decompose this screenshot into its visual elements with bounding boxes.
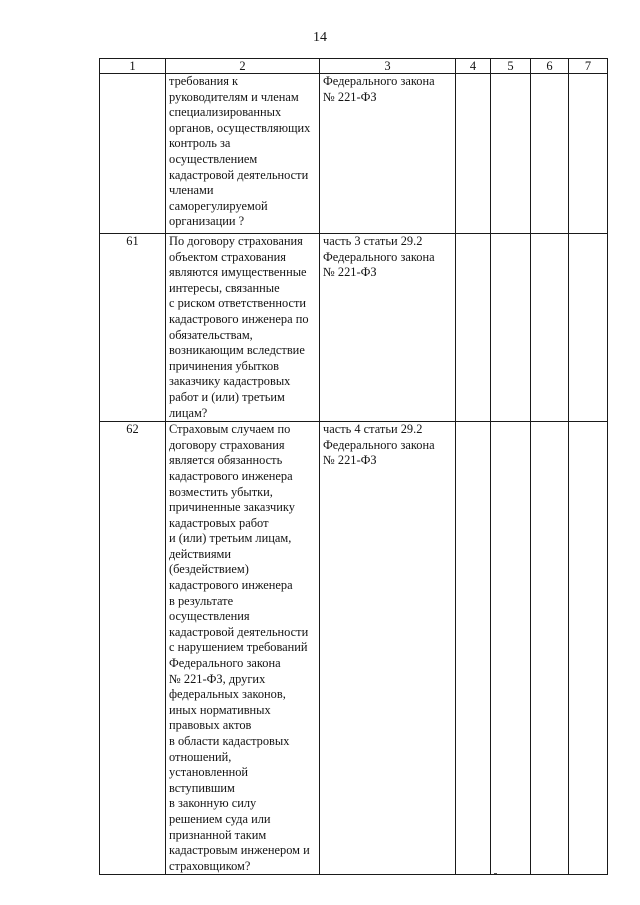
text-line: часть 3 статьи 29.2 [323,234,423,248]
empty-cell [531,74,569,234]
text-line: контроль за [169,136,231,151]
text-line: № 221-ФЗ, других [169,671,266,686]
empty-cell [491,74,531,234]
text-line: страховщиком? [169,858,251,873]
row-number-cell: 62 [100,422,166,875]
text-line: Страховым случаем по [169,422,291,437]
table-row [100,234,608,422]
empty-cell [531,422,569,875]
text-line: являются имущественные [169,265,307,280]
row-number-cell [100,74,166,234]
text-line: решением суда или [169,811,271,826]
column-header: 3 [320,59,456,74]
text-line: кадастровой деятельности [169,624,309,639]
question-cell [166,422,320,875]
text-line: № 221-ФЗ [323,89,377,104]
column-header: 6 [531,59,569,74]
text-line: обязательствам, [169,327,253,342]
table-row [100,74,608,234]
text-line: кадастровых работ [169,515,269,530]
text-line: действиями [169,546,232,561]
text-line: в области кадастровых [169,734,290,748]
text-line: требования к [169,74,239,88]
text-line: заказчику кадастровых [169,374,291,389]
legal-basis-cell [320,422,456,875]
text-line: специализированных [169,105,282,120]
text-line: организации ? [169,214,245,229]
text-line: интересы, связанные [169,280,280,295]
empty-cell [531,234,569,422]
text-line: и (или) третьим лицам, [169,531,292,546]
text-line: осуществления [169,609,250,624]
column-header: 2 [166,59,320,74]
text-line: возникающим вследствие [169,343,305,358]
text-line: кадастровой деятельности [169,167,309,182]
text-line: кадастрового инженера [169,468,293,483]
text-line: Федерального закона [323,437,435,452]
table-header-row [100,59,608,74]
text-line: лицам? [169,405,208,420]
text-line: кадастрового инженера по [169,311,309,326]
text-line: объектом страхования [169,249,286,264]
row-number-cell: 61 [100,234,166,422]
scan-dot [494,873,497,874]
empty-cell [491,234,531,422]
empty-cell [569,234,608,422]
text-line: часть 4 статьи 29.2 [323,422,423,437]
empty-cell [491,422,531,875]
text-line: № 221-ФЗ [323,453,377,468]
text-line: кадастрового инженера [169,578,293,593]
legal-basis-cell [320,74,456,234]
column-header: 5 [491,59,531,74]
text-line: в законную силу [169,796,257,811]
text-line: с нарушением требований [169,640,308,655]
text-line: Федерального закона [323,74,435,88]
text-line: правовых актов [169,718,252,733]
text-line: работ и (или) третьим [169,389,285,404]
text-line: Федерального закона [169,656,281,671]
page-number: 14 [313,30,327,45]
column-header: 7 [569,59,608,74]
text-line: саморегулируемой [169,198,268,213]
table-row [100,422,608,875]
column-header: 1 [100,59,166,74]
text-line: в результате [169,593,234,608]
empty-cell [456,74,491,234]
question-cell [166,74,320,234]
empty-cell [456,422,491,875]
text-line: является обязанность [169,453,283,468]
text-line: причинения убытков [169,358,280,373]
text-line: членами [169,183,214,198]
text-line: органов, осуществляющих [169,120,311,135]
text-line: (бездействием) [169,562,249,577]
empty-cell [569,74,608,234]
text-line: договору страхования [169,437,285,452]
text-line: отношений, [169,749,232,764]
text-line: вступившим [169,780,235,795]
column-header: 4 [456,59,491,74]
text-line: кадастровым инженером и [169,843,310,858]
text-line: федеральных законов, [169,687,286,702]
legal-basis-cell [320,234,456,422]
empty-cell [569,422,608,875]
text-line: осуществлением [169,151,258,166]
questions-table [99,58,608,875]
text-line: причиненные заказчику [169,500,295,515]
text-line: № 221-ФЗ [323,265,377,280]
text-line: с риском ответственности [169,296,307,311]
text-line: признанной таким [169,827,267,842]
text-line: По договору страхования [169,234,303,248]
text-line: Федерального закона [323,249,435,264]
text-line: установленной [169,765,249,780]
question-cell [166,234,320,422]
empty-cell [456,234,491,422]
text-line: руководителям и членам [169,89,299,104]
text-line: иных нормативных [169,702,271,717]
text-line: возместить убытки, [169,484,273,499]
